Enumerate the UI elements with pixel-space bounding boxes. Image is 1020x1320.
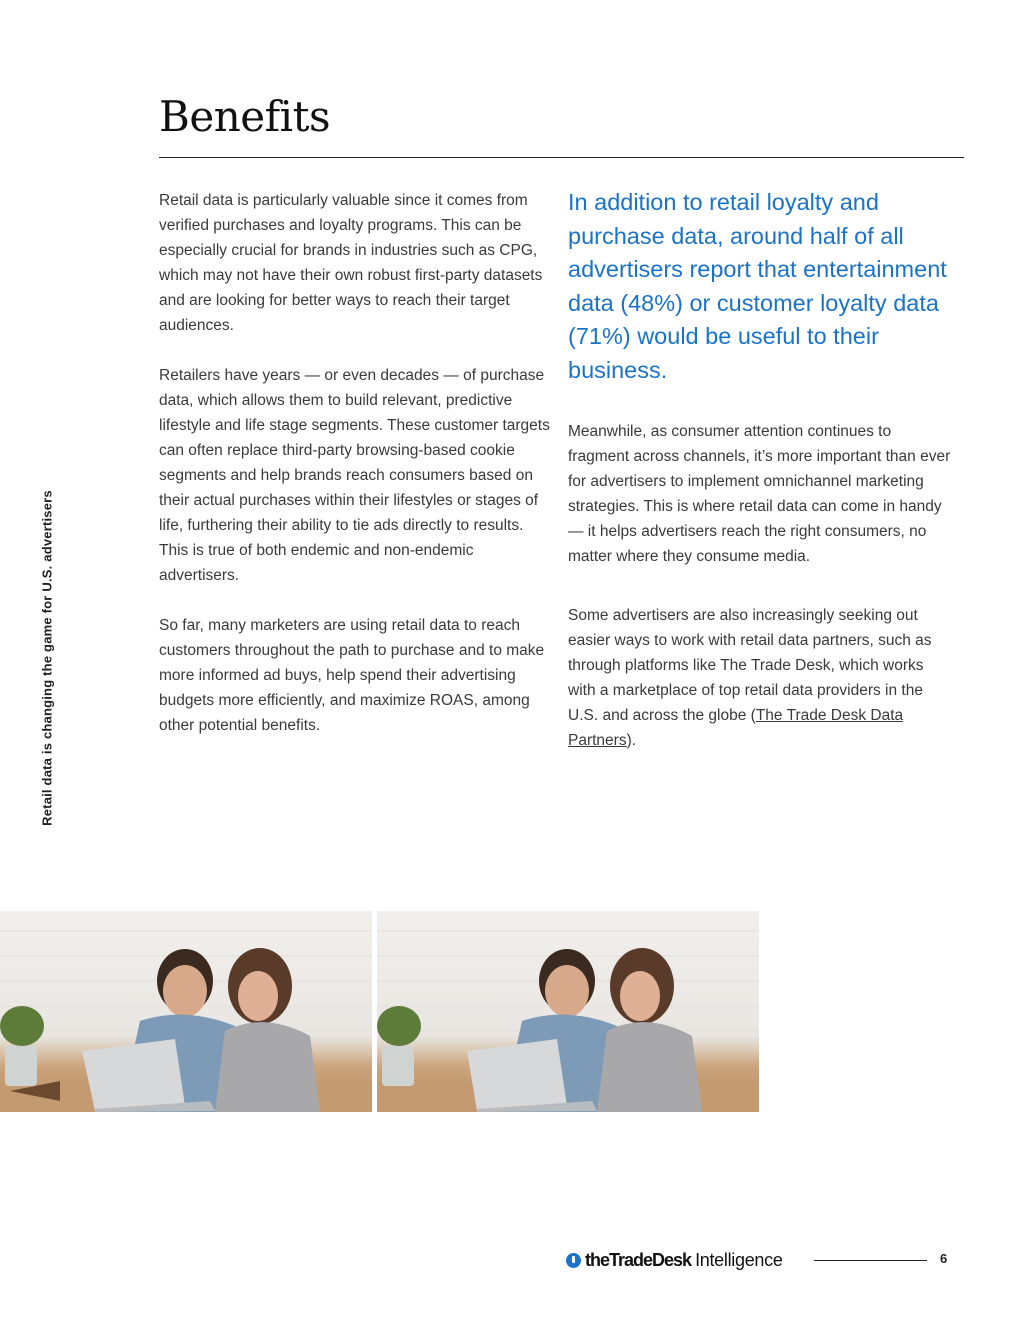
right-paragraph-1: Meanwhile, as consumer attention continues to fragment across channels, it’s more important than ever for advertisers to implement omnichannel marketing strategies. This is where retail data can come in handy — it helps advertisers reach the right consumers, no matter where they consume media. bbox=[568, 423, 951, 565]
title-divider bbox=[159, 157, 964, 158]
trade-desk-logo bbox=[566, 1248, 783, 1272]
footer-divider bbox=[814, 1260, 927, 1261]
right-paragraph-2 bbox=[568, 603, 952, 753]
logo-product-text: Intelligence bbox=[695, 1249, 783, 1270]
left-paragraph-1: Retail data is particularly valuable since it comes from verified purchases and loyalty programs. This can be especially crucial for brands in industries such as CPG, which may not have their own robust first-party datasets and are looking for better ways to reach their target audiences. bbox=[159, 192, 543, 334]
logo-brand-text: theTradeDesk bbox=[585, 1249, 692, 1270]
pull-quote: In addition to retail loyalty and purchase data, around half of all advertisers report that entertainment data (48%) or customer loyalty data (71%) would be useful to their business. bbox=[568, 189, 947, 383]
left-column bbox=[159, 188, 555, 763]
right-paragraph-2-text: Some advertisers are also increasingly seeking out easier ways to work with retail data partners, such as through platforms like The Trade Desk, which works with a marketplace of top retail data providers in the U.S. and across the globe ( bbox=[568, 607, 932, 724]
page-number: 6 bbox=[940, 1251, 948, 1266]
sidebar-running-title: Retail data is changing the game for U.S. advertisers bbox=[39, 490, 55, 826]
right-paragraph-2-end: ). bbox=[626, 732, 637, 749]
right-column bbox=[568, 419, 952, 787]
trade-desk-logo-icon bbox=[566, 1253, 581, 1268]
couple-laptop-photo bbox=[0, 911, 372, 1112]
page-title: Benefits bbox=[159, 92, 331, 141]
left-paragraph-3: So far, many marketers are using retail data to reach customers throughout the path to purchase and to make more informed ad buys, help spend their advertising budgets more efficiently, and maximize ROAS, among other potential benefits. bbox=[159, 617, 545, 734]
left-paragraph-2: Retailers have years — or even decades — of purchase data, which allows them to build relevant, predictive lifestyle and life stage segments. These customer targets can often replace third-party browsing-based cookie segments and help brands reach consumers based on their actual purchases within their lifestyles or stages of life, furthering their ability to tie ads directly to results. This is true of both endemic and non-endemic advertisers. bbox=[159, 367, 550, 584]
couple-laptop-photo-duplicate bbox=[377, 911, 759, 1112]
data-partners-link[interactable]: The Trade Desk Data Partners bbox=[568, 707, 904, 749]
